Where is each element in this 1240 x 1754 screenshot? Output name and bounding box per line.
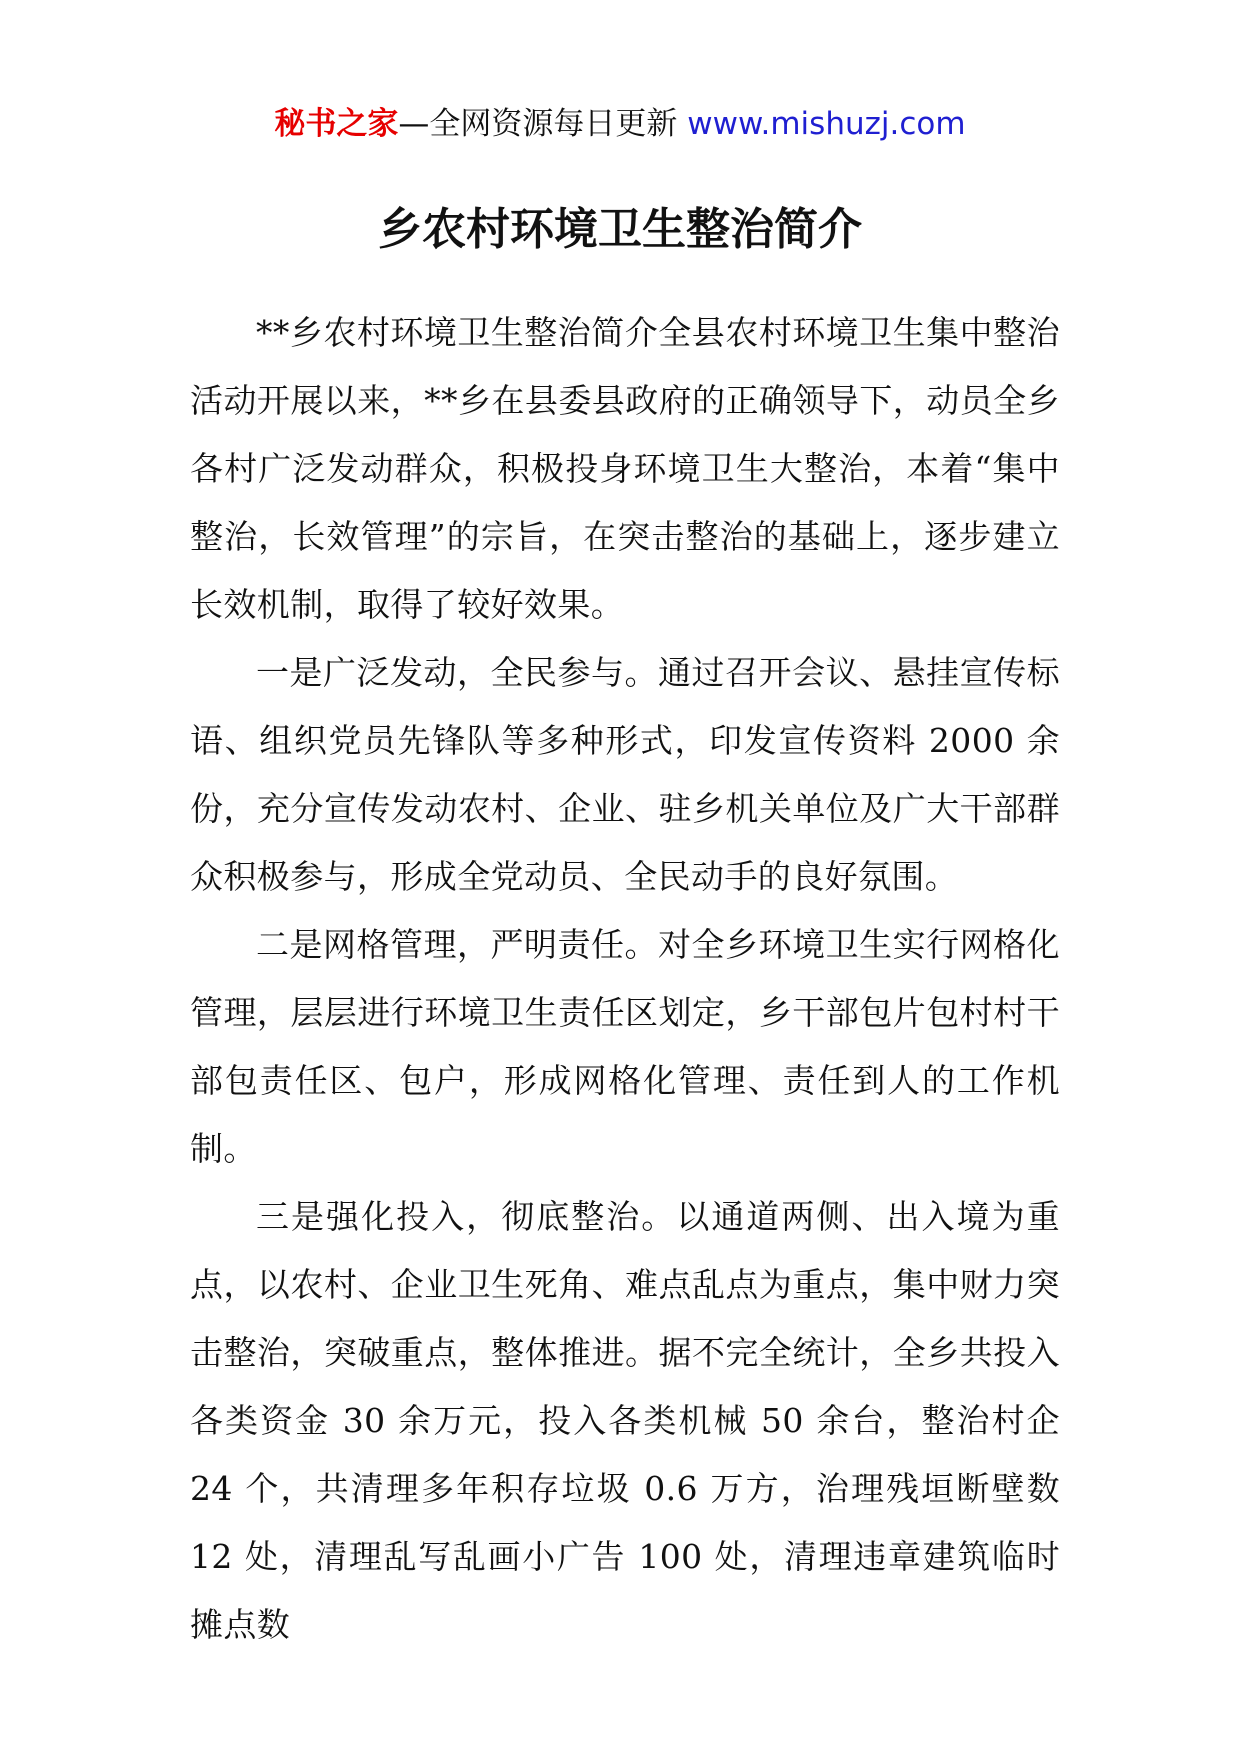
paragraph-mobilization: 一是广泛发动，全民参与。通过召开会议、悬挂宣传标语、组织党员先锋队等多种形式，印发宣传资料 2000 余份，充分宣传发动农村、企业、驻乡机关单位及广大干部群众积极参与，形成全党动员、全民动手的良好氛围。 bbox=[190, 653, 1060, 896]
site-header bbox=[0, 102, 1240, 146]
paragraph-intro: **乡农村环境卫生整治简介全县农村环境卫生集中整治活动开展以来，**乡在县委县政府的正确领导下，动员全乡各村广泛发动群众，积极投身环境卫生大整治，本着“集中整治，长效管理”的宗旨，在突击整治的基础上，逐步建立长效机制，取得了较好效果。 bbox=[190, 313, 1060, 624]
paragraph-investment: 三是强化投入，彻底整治。以通道两侧、出入境为重点，以农村、企业卫生死角、难点乱点为重点，集中财力突击整治，突破重点，整体推进。据不完全统计，全乡共投入各类资金 30 余万元，投入各类机械 50 余台，整治村企 24 个，共清理多年积存垃圾 0.6 万方，治理残垣断壁数 12 处，清理乱写乱画小广告 100 处，清理违章建筑临时摊点数 bbox=[190, 1197, 1060, 1644]
website-link[interactable]: www.mishuzj.com bbox=[687, 106, 966, 142]
header-slogan: —全网资源每日更新 bbox=[398, 106, 678, 142]
paragraph-grid-management: 二是网格管理，严明责任。对全乡环境卫生实行网格化管理，层层进行环境卫生责任区划定，乡干部包片包村村干部包责任区、包户，形成网格化管理、责任到人的工作机制。 bbox=[190, 925, 1060, 1168]
brand-name: 秘书之家 bbox=[274, 106, 399, 142]
document-body bbox=[190, 299, 1060, 1659]
document-title: 乡农村环境卫生整治简介 bbox=[378, 204, 862, 255]
